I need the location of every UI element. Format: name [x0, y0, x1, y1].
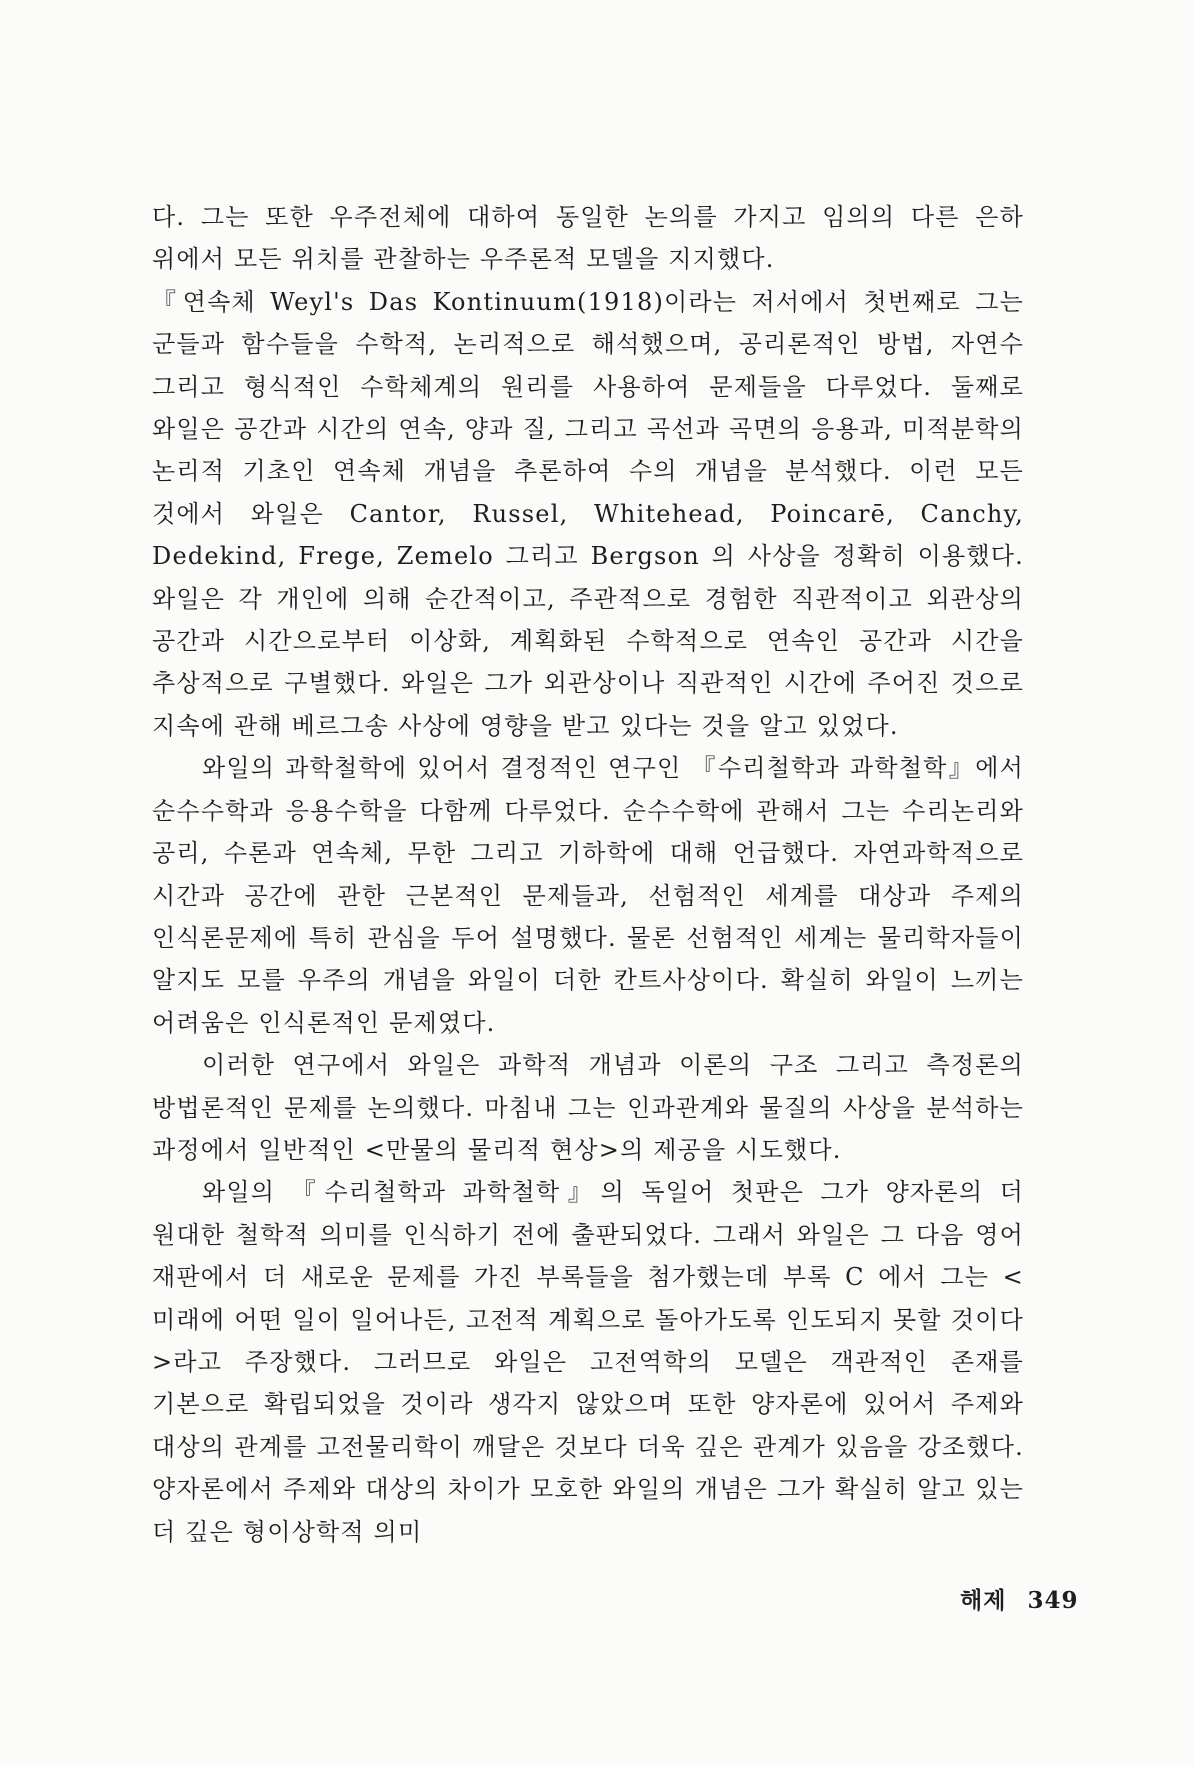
page-footer [960, 1582, 1078, 1615]
paragraph-4: 이러한 연구에서 와일은 과학적 개념과 이론의 구조 그리고 측정론의 방법론적인 문제를 논의했다. 마침내 그는 인과관계와 물질의 사상을 분석하는 과정에서 일반적인 <만물의 물리적 현상>의 제공을 시도했다. [152, 1051, 1024, 1164]
footer-section-title: 해제 [960, 1587, 1007, 1614]
paragraph-1: 다. 그는 또한 우주전체에 대하여 동일한 논의를 가지고 임의의 다른 은하 위에서 모든 위치를 관찰하는 우주론적 모델을 지지했다. [152, 203, 1024, 274]
paragraph-3: 와일의 과학철학에 있어서 결정적인 연구인 『수리철학과 과학철학』에서 순수수학과 응용수학을 다함께 다루었다. 순수수학에 관해서 그는 수리논리와 공리, 수론과 연속체, 무한 그리고 기하학에 대해 언급했다. 자연과학적으로 시간과 공간에 관한 근본적인 문제들과, 선험적인 세계를 대상과 주제의 인식론문제에 특히 관심을 두어 설명했다. 물론 선험적인 세계는 물리학자들이 알지도 모를 우주의 개념을 와일이 더한 칸트사상이다. 확실히 와일이 느끼는 어려움은 인식론적인 문제였다. [152, 754, 1024, 1037]
page-number: 349 [1027, 1587, 1079, 1614]
body-text [152, 196, 1024, 1553]
paragraph-5: 와일의 『수리철학과 과학철학』의 독일어 첫판은 그가 양자론의 더 원대한 철학적 의미를 인식하기 전에 출판되었다. 그래서 와일은 그 다음 영어 재판에서 더 새로운 문제를 가진 부록들을 첨가했는데 부록 C 에서 그는 <미래에 어떤 일이 일어나든, 고전적 계획으로 돌아가도록 인도되지 못할 것이다>라고 주장했다. 그러므로 와일은 고전역학의 모델은 객관적인 존재를 기본으로 확립되었을 것이라 생각지 않았으며 또한 양자론에 있어서 주제와 대상의 관계를 고전물리학이 깨달은 것보다 더욱 깊은 관계가 있음을 강조했다. 양자론에서 주제와 대상의 차이가 모호한 와일의 개념은 그가 확실히 알고 있는 더 깊은 형이상학적 의미 [152, 1178, 1024, 1546]
paragraph-2: 『연속체 Weyl's Das Kontinuum(1918)이라는 저서에서 첫번째로 그는 군들과 함수들을 수학적, 논리적으로 해석했으며, 공리론적인 방법, 자연수 그리고 형식적인 수학체계의 원리를 사용하여 문제들을 다루었다. 둘째로 와일은 공간과 시간의 연속, 양과 질, 그리고 곡선과 곡면의 응용과, 미적분학의 논리적 기초인 연속체 개념을 추론하여 수의 개념을 분석했다. 이런 모든 것에서 와일은 Cantor, Russel, Whitehead, Poincarē, Canchy, Dedekind, Frege, Zemelo 그리고 Bergson 의 사상을 정확히 이용했다. 와일은 각 개인에 의해 순간적이고, 주관적으로 경험한 직관적이고 외관상의 공간과 시간으로부터 이상화, 계획화된 수학적으로 연속인 공간과 시간을 추상적으로 구별했다. 와일은 그가 외관상이나 직관적인 시간에 주어진 것으로 지속에 관해 베르그송 사상에 영향을 받고 있다는 것을 알고 있었다. [152, 287, 1024, 740]
